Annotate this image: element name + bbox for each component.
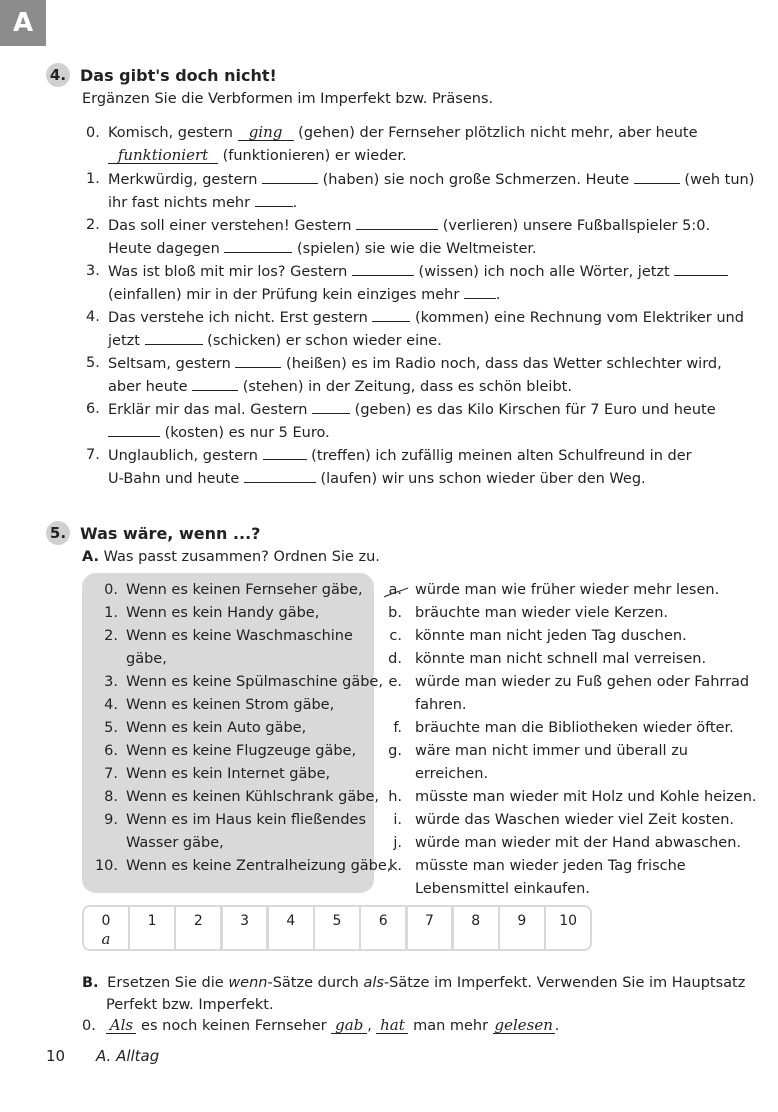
item-text: U-Bahn und heute — [108, 471, 244, 487]
part-b-als: als — [363, 975, 384, 991]
exercise-4-title: Das gibt's doch nicht! — [80, 65, 277, 85]
example-text: . — [554, 1018, 560, 1034]
answer-cell-label: 6 — [378, 913, 388, 929]
item-text: (funktionieren) er wieder. — [218, 148, 407, 164]
answer-cell[interactable] — [546, 907, 590, 949]
condition-text: Wenn es kein Internet gäbe, — [126, 766, 331, 782]
part-b-label: B. — [82, 975, 99, 991]
handwritten-answer: ging — [238, 125, 294, 141]
example-text: es noch keinen Fernseher — [136, 1018, 332, 1034]
consequence-key: f. — [393, 720, 402, 736]
answer-cell-label: 9 — [517, 913, 527, 929]
condition-key: 4. — [104, 697, 118, 713]
answer-cell-label: 4 — [286, 913, 296, 929]
item-text: (heißen) es im Radio noch, dass das Wetter schlechter wird, — [281, 356, 722, 372]
part-b-example — [82, 1018, 559, 1034]
item-text: Was ist bloß mit mir los? Gestern — [108, 264, 352, 280]
exercise-item-line — [86, 309, 744, 326]
handwritten-answer: funktioniert — [108, 148, 218, 164]
exercise-5-number: 5. — [46, 521, 70, 545]
item-number: 1. — [86, 171, 100, 187]
answer-blank[interactable] — [312, 401, 350, 414]
item-text: (spielen) sie wie die Weltmeister. — [292, 241, 537, 257]
consequence-key: c. — [389, 628, 402, 644]
answer-cell[interactable] — [408, 907, 452, 949]
part-a-label: A. — [82, 549, 99, 565]
condition-key: 6. — [104, 743, 118, 759]
exercise-item-line — [86, 217, 710, 234]
example-handwriting: gab — [331, 1018, 367, 1034]
answer-cell[interactable] — [361, 907, 405, 949]
exercise-item-line — [86, 263, 728, 280]
item-text: (geben) es das Kilo Kirschen für 7 Euro und heute — [350, 402, 716, 418]
answer-blank[interactable] — [372, 309, 410, 322]
condition-key: 9. — [104, 812, 118, 828]
exercise-item-line — [86, 194, 297, 211]
answer-blank[interactable] — [244, 470, 316, 483]
consequence-text: fahren. — [415, 697, 467, 713]
consequence-key: d. — [388, 651, 402, 667]
answer-cell[interactable] — [315, 907, 359, 949]
consequence-text: könnte man nicht schnell mal verreisen. — [415, 651, 707, 667]
exercise-item-line — [86, 470, 646, 487]
condition-key: 5. — [104, 720, 118, 736]
item-text: Seltsam, gestern — [108, 356, 236, 372]
answer-cell-handwriting: a — [101, 930, 111, 948]
condition-text: Wenn es im Haus kein fließendes — [126, 812, 367, 828]
item-number: 7. — [86, 447, 100, 463]
condition-key: 2. — [104, 628, 118, 644]
exercise-5-title: Was wäre, wenn ...? — [80, 523, 261, 543]
answer-cell[interactable] — [269, 907, 313, 949]
example-handwriting: hat — [376, 1018, 408, 1034]
consequence-key: k. — [388, 858, 402, 874]
exercise-item-line — [86, 148, 407, 164]
exercise-5b-instruction — [82, 972, 745, 1016]
answer-cell[interactable] — [130, 907, 174, 949]
part-b-text-line2: Perfekt bzw. Imperfekt. — [106, 997, 274, 1013]
item-text: (weh tun) — [679, 172, 755, 188]
exercise-item-line — [86, 125, 698, 141]
condition-text: Wenn es keine Zentralheizung gäbe, — [126, 858, 392, 874]
item-text: Heute dagegen — [108, 241, 225, 257]
answer-cell-label: 1 — [147, 913, 157, 929]
item-text: jetzt — [108, 333, 145, 349]
condition-text: Wenn es keinen Fernseher gäbe, — [126, 582, 363, 598]
item-text: Das soll einer verstehen! Gestern — [108, 218, 357, 234]
answer-cell[interactable] — [454, 907, 498, 949]
item-text: ihr fast nichts mehr — [108, 195, 255, 211]
consequence-key: i. — [393, 812, 402, 828]
answer-cell-label: 10 — [559, 913, 578, 929]
condition-text: Wenn es keinen Strom gäbe, — [126, 697, 335, 713]
answer-cell[interactable] — [176, 907, 220, 949]
condition-text: gäbe, — [126, 651, 167, 667]
exercise-4-instruction: Ergänzen Sie die Verbformen im Imperfekt bzw. Präsens. — [82, 91, 494, 107]
consequence-key: b. — [388, 605, 402, 621]
consequence-key: a. — [388, 582, 402, 598]
exercise-item-line — [86, 286, 501, 303]
page-number: 10 — [46, 1047, 66, 1065]
consequence-key: j. — [393, 835, 402, 851]
exercise-5-header — [46, 521, 260, 545]
exercise-item-line — [86, 332, 442, 349]
part-b-wenn: wenn — [228, 975, 268, 991]
item-number: 4. — [86, 309, 100, 325]
answer-blank[interactable] — [634, 171, 680, 184]
consequence-text: erreichen. — [415, 766, 489, 782]
consequence-text: würde man wie früher wieder mehr lesen. — [415, 582, 720, 598]
answer-cell[interactable] — [500, 907, 544, 949]
consequence-text: würde man wieder mit der Hand abwaschen. — [415, 835, 742, 851]
exercise-5a-instruction — [82, 549, 380, 565]
consequence-text: würde man wieder zu Fuß gehen oder Fahrrad — [415, 674, 750, 690]
example-text: , — [367, 1018, 377, 1034]
answer-blank[interactable] — [145, 332, 203, 345]
exercise-item-line — [86, 401, 716, 418]
item-text: . — [292, 195, 298, 211]
item-text: Merkwürdig, gestern — [108, 172, 262, 188]
condition-key: 8. — [104, 789, 118, 805]
item-text: (schicken) er schon wieder eine. — [202, 333, 442, 349]
item-text: (kommen) eine Rechnung vom Elektriker und — [410, 310, 744, 326]
answer-blank[interactable] — [255, 194, 293, 207]
answer-blank[interactable] — [235, 355, 281, 368]
consequence-text: bräuchte man wieder viele Kerzen. — [415, 605, 669, 621]
item-number: 3. — [86, 263, 100, 279]
answer-cell-label: 3 — [240, 913, 250, 929]
item-text: (kosten) es nur 5 Euro. — [160, 425, 330, 441]
consequence-text: wäre man nicht immer und überall zu — [415, 743, 688, 759]
answer-cell[interactable] — [84, 907, 128, 949]
answer-blank[interactable] — [192, 378, 238, 391]
condition-key: 1. — [104, 605, 118, 621]
exercise-item-line — [86, 424, 330, 441]
condition-key: 0. — [104, 582, 118, 598]
exercise-4-number: 4. — [46, 63, 70, 87]
answer-blank[interactable] — [224, 240, 292, 253]
exercise-item-line — [86, 378, 572, 395]
condition-text: Wenn es keinen Kühlschrank gäbe, — [126, 789, 379, 805]
part-b-text: -Sätze im Imperfekt. Verwenden Sie im Hauptsatz — [383, 975, 746, 991]
consequence-text: könnte man nicht jeden Tag duschen. — [415, 628, 687, 644]
answer-grid — [82, 905, 592, 951]
answer-cell[interactable] — [223, 907, 267, 949]
condition-text: Wenn es keine Flugzeuge gäbe, — [126, 743, 357, 759]
answer-blank[interactable] — [464, 286, 496, 299]
answer-blank[interactable] — [108, 424, 160, 437]
answer-cell-label: 8 — [471, 913, 481, 929]
part-a-text: Was passt zusammen? Ordnen Sie zu. — [103, 549, 380, 565]
item-text: Komisch, gestern — [108, 125, 238, 141]
condition-text: Wenn es keine Spülmaschine gäbe, — [126, 674, 383, 690]
example-number: 0. — [82, 1018, 96, 1034]
condition-text: Wenn es kein Handy gäbe, — [126, 605, 320, 621]
item-text: . — [495, 287, 501, 303]
part-b-text: Ersetzen Sie die — [107, 975, 229, 991]
exercise-item-line — [86, 240, 537, 257]
exercise-item-line — [86, 171, 754, 188]
item-number: 6. — [86, 401, 100, 417]
consequence-text: Lebensmittel einkaufen. — [415, 881, 590, 897]
condition-key: 10. — [94, 858, 118, 874]
exercise-item-line — [86, 355, 722, 372]
condition-key: 7. — [104, 766, 118, 782]
answer-blank[interactable] — [356, 217, 438, 230]
item-text: (stehen) in der Zeitung, dass es schön bleibt. — [238, 379, 572, 395]
consequence-text: müsste man wieder jeden Tag frische — [415, 858, 686, 874]
item-text: Das verstehe ich nicht. Erst gestern — [108, 310, 373, 326]
condition-text: Wenn es kein Auto gäbe, — [126, 720, 307, 736]
part-b-text: -Sätze durch — [267, 975, 364, 991]
item-text: Erklär mir das mal. Gestern — [108, 402, 313, 418]
item-text: (haben) sie noch große Schmerzen. Heute — [318, 172, 634, 188]
consequence-key: e. — [388, 674, 402, 690]
section-title: A. Alltag — [96, 1047, 160, 1065]
exercise-item-line — [86, 447, 692, 464]
condition-key: 3. — [104, 674, 118, 690]
chapter-tab: A — [0, 0, 46, 46]
exercise-4-header — [46, 63, 277, 87]
answer-blank[interactable] — [263, 447, 307, 460]
answer-cell-label: 2 — [193, 913, 203, 929]
answer-blank[interactable] — [352, 263, 414, 276]
consequence-key: h. — [388, 789, 402, 805]
answer-blank[interactable] — [262, 171, 318, 184]
item-text: (wissen) ich noch alle Wörter, jetzt — [413, 264, 675, 280]
consequence-text: müsste man wieder mit Holz und Kohle heizen. — [415, 789, 757, 805]
item-text: (treffen) ich zufällig meinen alten Schulfreund in der — [306, 448, 692, 464]
item-text: (laufen) wir uns schon wieder über den Weg. — [315, 471, 646, 487]
item-text: Unglaublich, gestern — [108, 448, 263, 464]
item-number: 2. — [86, 217, 100, 233]
example-handwriting: gelesen — [494, 1016, 553, 1034]
item-number: 0. — [86, 125, 100, 141]
condition-text: Wasser gäbe, — [126, 835, 224, 851]
consequence-text: würde das Waschen wieder viel Zeit kosten. — [415, 812, 735, 828]
consequence-key: g. — [388, 743, 402, 759]
example-text: man mehr — [408, 1018, 493, 1034]
match-strike-mark — [382, 586, 410, 600]
answer-cell-label: 7 — [424, 913, 434, 929]
example-handwriting: Als — [106, 1018, 136, 1034]
item-text: (verlieren) unsere Fußballspieler 5:0. — [438, 218, 711, 234]
item-text: aber heute — [108, 379, 193, 395]
item-text: (einfallen) mir in der Prüfung kein einziges mehr — [108, 287, 464, 303]
answer-cell-label: 0 — [101, 913, 111, 929]
answer-cell-label: 5 — [332, 913, 342, 929]
item-number: 5. — [86, 355, 100, 371]
answer-blank[interactable] — [674, 263, 728, 276]
condition-text: Wenn es keine Waschmaschine — [126, 628, 353, 644]
consequence-text: bräuchte man die Bibliotheken wieder öfter. — [415, 720, 734, 736]
item-text: (gehen) der Fernseher plötzlich nicht mehr, aber heute — [293, 125, 698, 141]
